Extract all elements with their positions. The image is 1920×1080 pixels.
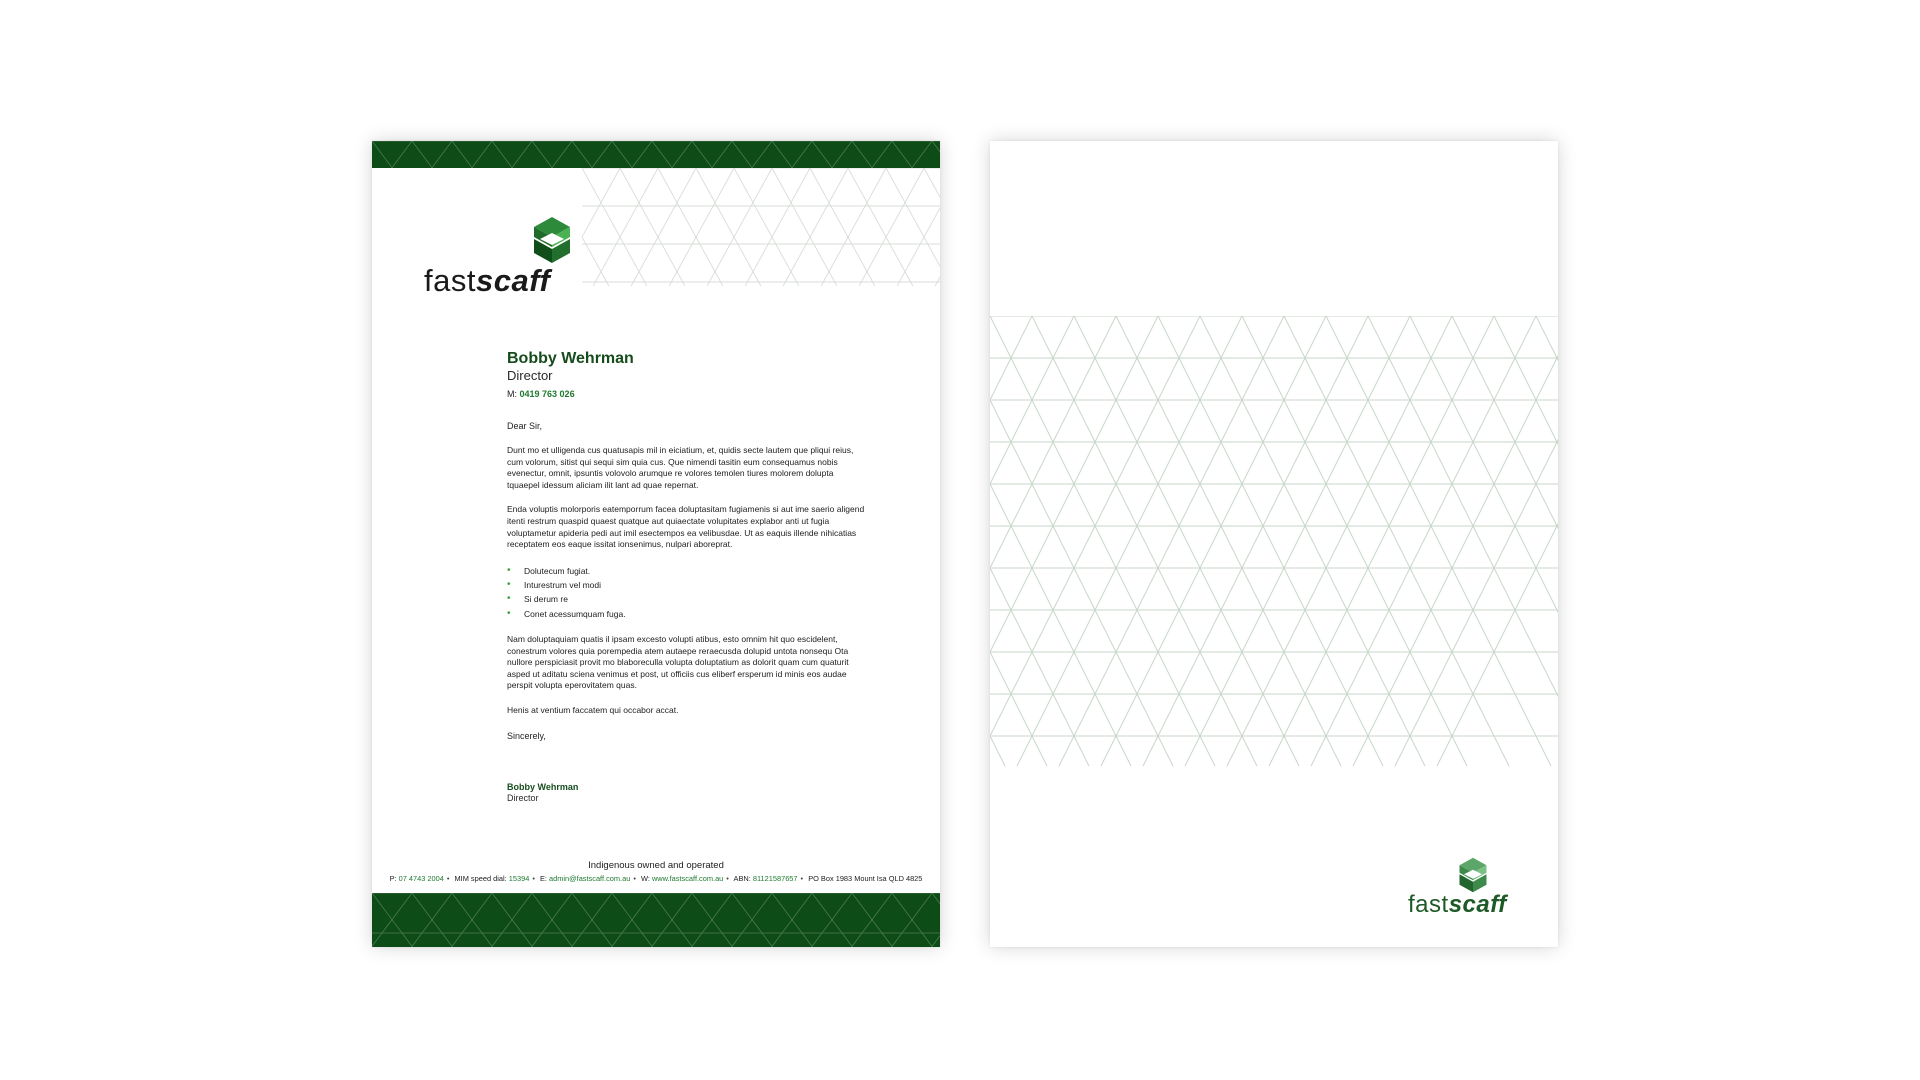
sender-name: Bobby Wehrman: [507, 350, 634, 367]
letterhead-page: [372, 141, 940, 947]
triangle-pattern-field: [990, 316, 1558, 766]
logo-mark-icon: [532, 217, 572, 263]
phone-label: P:: [389, 874, 397, 883]
bottom-green-band: [372, 893, 940, 947]
logo-word-scaff: scaff: [1448, 891, 1507, 918]
phone-value: 07 4743 2004: [398, 874, 444, 883]
abn-value: 81121587657: [752, 874, 798, 883]
website-label: W:: [640, 874, 650, 883]
mobile-label: M:: [507, 389, 517, 399]
bullet-item: • Dolutecum fugiat.: [507, 564, 867, 578]
paragraph: Enda voluptis molorporis eatemporrum facea doluptasitam fugiamenis si aut ime saerio aligend itenti restrum quaspid quaest quatque aut quiaectate volupitates explabor anti ut fugia voluptametur apideria pedi aut imil esectempos ea velibusdae. Ut as eaquis illende nihicatias receptatem eos eaque issitat ionsenimus, nulpari aboreprat.: [507, 504, 865, 550]
abn-label: ABN:: [733, 874, 751, 883]
logo-word-fast: fast: [1408, 891, 1449, 918]
footer-contacts: P: 07 4743 2004 • MIM speed dial: 15394 • E: admin@fastscaff.com.au • W: www.fastscaff.com.au • ABN: 81121587657 • PO Box 1983 Mount Isa QLD 4825: [389, 874, 923, 883]
po-box: PO Box 1983 Mount Isa QLD 4825: [808, 874, 923, 883]
mobile-number: 0419 763 026: [519, 389, 575, 399]
closing: Sincerely,: [507, 730, 546, 741]
letterhead-back-page: [990, 141, 1558, 947]
email-value: admin@fastscaff.com.au: [549, 874, 631, 883]
logo-word-fast: fast: [424, 263, 476, 298]
bullet-item: • Si derum re: [507, 592, 867, 606]
website-value: www.fastscaff.com.au: [651, 874, 724, 883]
signature-name: Bobby Wehrman: [507, 781, 579, 792]
bullet-item: • Inturestrum vel modi: [507, 578, 867, 592]
top-green-band: [372, 141, 940, 168]
speed-dial-label: MIM speed dial:: [454, 874, 507, 883]
band-pattern: [372, 893, 940, 947]
paragraph: Nam doluptaquiam quatis il ipsam excesto volupti atibus, esto omnim hit quo escidelent, conestrum volores quia porempedia atem autaepe reraecusda dolupid untota nonsequ Ota nullore perspiciasit provit mo blaboreculla volupta doluptatium as dolorit quam cum quaturit asped ut aditatu sciena venimus et post, ut officiis cus eliberf ersperum id minis eos audae perspit volupta eperovitatem quas.: [507, 633, 849, 691]
salutation: Dear Sir,: [507, 421, 543, 431]
logo-wordmark: [1408, 893, 1507, 917]
paragraph: Henis at ventium faccatem qui occabor accat.: [507, 704, 679, 715]
speed-dial-value: 15394: [508, 874, 530, 883]
signature-role: Director: [507, 792, 539, 803]
logo-word-scaff: scaff: [475, 263, 551, 298]
footer-tagline: Indigenous owned and operated: [588, 860, 724, 871]
sender-mobile: [507, 389, 867, 400]
bullet-list: [507, 564, 867, 621]
email-label: E:: [539, 874, 547, 883]
paragraph: Dunt mo et ulligenda cus quatusapis mil in eiciatium, et, quidis secte lautem que pliqui reius, cum volorum, sitist qui sequi sim quia cus. Que nimendi tasitin eum consequamus nobis evenectur, omnit, ipsuntis volovolo arumque re volores temolen tiures molorem dolupta tquaepel idessum aliciam ilit lant ad quae repernat.: [507, 445, 854, 490]
band-pattern: [372, 141, 940, 168]
logo-mark-icon: [1458, 857, 1488, 893]
bullet-item: • Conet acessumquam fuga.: [507, 607, 867, 621]
header-triangle-pattern: [582, 168, 940, 286]
letter-body: [507, 349, 867, 804]
sender-role: Director: [507, 368, 553, 383]
logo-wordmark: [424, 265, 550, 296]
